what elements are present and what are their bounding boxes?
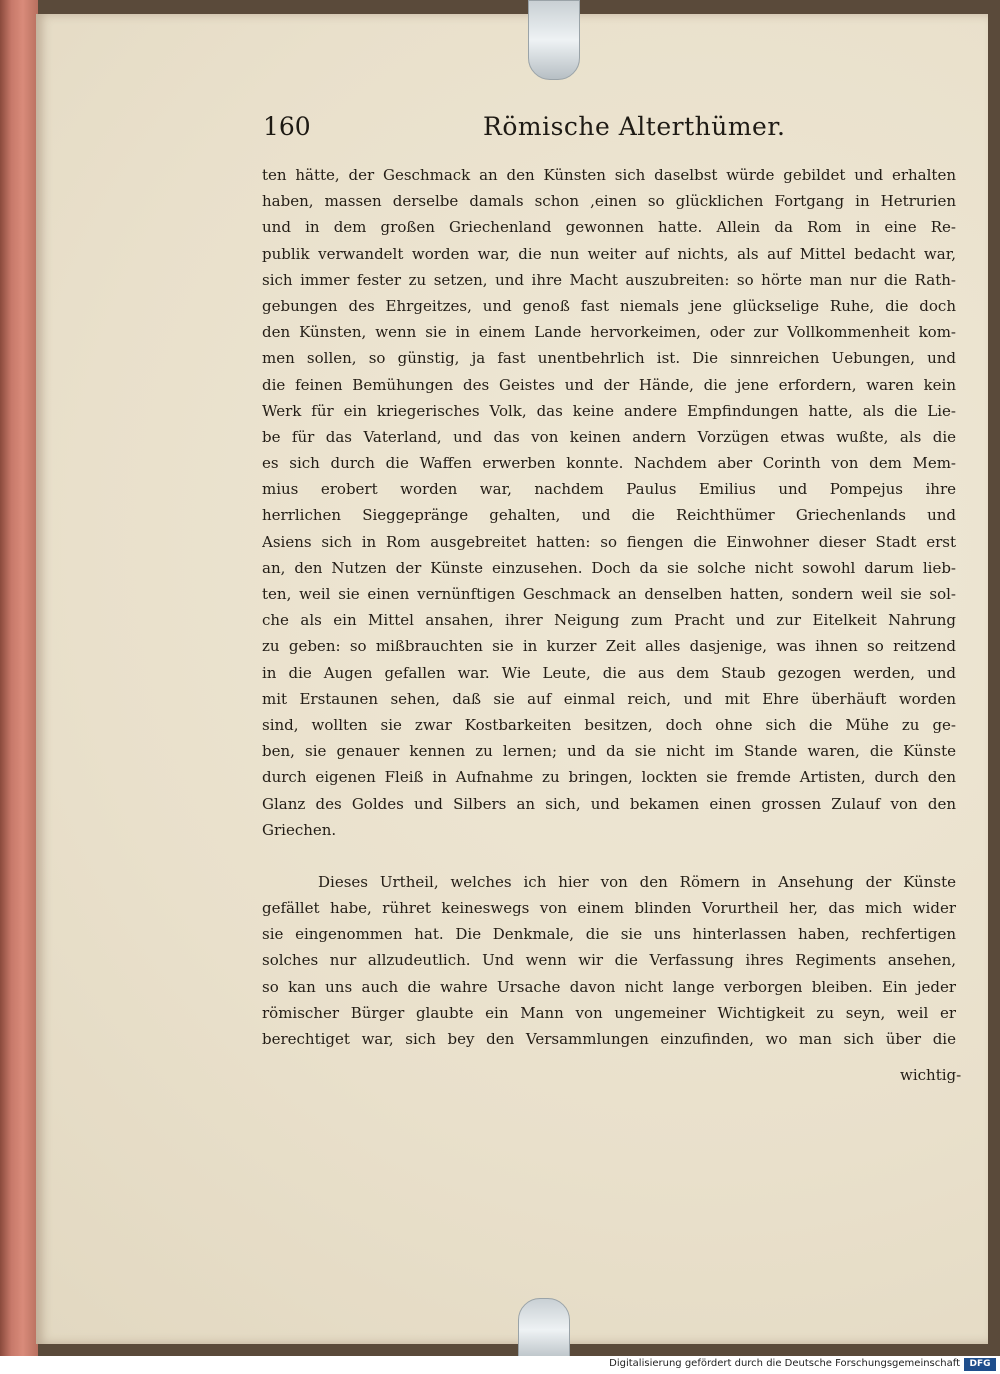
text-line: es sich durch die Waffen erwerben konnte. Nachdem aber Corinth von dem Mem- [262, 454, 956, 473]
text-line: die feinen Bemühungen des Geistes und der Hände, die jene erfordern, waren kein [262, 375, 956, 394]
text-line: ben, sie genauer kennen zu lernen; und da sie nicht im Stande waren, die Künste [262, 742, 956, 761]
text-line: be für das Vaterland, und das von keinen andern Vorzügen etwas wußte, als die [262, 427, 956, 446]
text-line: zu geben: so mißbrauchten sie in kurzer Zeit alles dasjenige, was ihnen so reitzend [262, 637, 956, 656]
text-line: herrlichen Sieggepränge gehalten, und die Reichthümer Griechenlands und [262, 506, 956, 525]
text-line: Dieses Urtheil, welches ich hier von den Römern in Ansehung der Künste [318, 872, 956, 891]
paragraph-gap [262, 843, 956, 869]
text-line: haben, massen derselbe damals schon ,einen so glücklichen Fortgang in Hetrurien [262, 192, 956, 211]
text-line: Glanz des Goldes und Silbers an sich, und bekamen einen grossen Zulauf von den [262, 794, 956, 813]
page-header [263, 112, 953, 152]
text-line: gefället habe, rühret keineswegs von einem blinden Vorurtheil her, das mich wider [262, 899, 956, 918]
text-line: ten hätte, der Geschmack an den Künsten sich daselbst würde gebildet und erhalten [262, 166, 956, 184]
text-line: berechtiget war, sich bey den Versammlungen einzufinden, wo man sich über die [262, 1030, 956, 1048]
page-number: 160 [263, 112, 311, 141]
dfg-logo: DFG [964, 1358, 996, 1371]
text-line: sie eingenommen hat. Die Denkmale, die sie uns hinterlassen haben, rechfertigen [262, 925, 956, 944]
text-line: Griechen. [262, 820, 337, 839]
text-line: durch eigenen Fleiß in Aufnahme zu bringen, lockten sie fremde Artisten, durch den [262, 768, 956, 787]
text-line: men sollen, so günstig, ja fast unentbehrlich ist. Die sinnreichen Uebungen, und [262, 349, 956, 368]
text-line: den Künsten, wenn sie in einem Lande hervorkeimen, oder zur Vollkommenheit kom- [262, 323, 956, 342]
text-line: Werk für ein kriegerisches Volk, das keine andere Empfindungen hatte, als die Lie- [262, 401, 956, 420]
text-line: mit Erstaunen sehen, daß sie auf einmal reich, und mit Ehre überhäuft worden [262, 689, 956, 708]
text-line: Asiens sich in Rom ausgebreitet hatten: so fiengen die Einwohner dieser Stadt erst [262, 532, 956, 551]
catchword: wichtig- [900, 1066, 962, 1084]
book-page-edge [0, 0, 38, 1356]
text-line: römischer Bürger glaubte ein Mann von ungemeiner Wichtigkeit zu seyn, weil er [262, 1003, 956, 1022]
text-line: und in dem großen Griechenland gewonnen hatte. Allein da Rom in eine Re- [262, 218, 956, 237]
page-clip-bottom [518, 1298, 570, 1362]
paragraph-2 [262, 869, 956, 1052]
text-line: publik verwandelt worden war, die nun weiter auf nichts, als auf Mittel bedacht war, [262, 244, 956, 263]
text-line: mius erobert worden war, nachdem Paulus Emilius und Pompejus ihre [262, 480, 956, 499]
text-line: gebungen des Ehrgeitzes, und genoß fast niemals jene glückselige Ruhe, die doch [262, 296, 956, 315]
funding-credit: Digitalisierung gefördert durch die Deutsche Forschungsgemeinschaft [609, 1358, 960, 1369]
paragraph-1 [262, 162, 956, 843]
text-line: sind, wollten sie zwar Kostbarkeiten besitzen, doch ohne sich die Mühe zu ge- [262, 715, 956, 734]
text-line: che als ein Mittel ansahen, ihrer Neigung zum Pracht und zur Eitelkeit Nahrung [262, 611, 956, 630]
text-line: an, den Nutzen der Künste einzusehen. Doch da sie solche nicht sowohl darum lieb- [262, 558, 956, 577]
text-line: in die Augen gefallen war. Wie Leute, die aus dem Staub gezogen werden, und [262, 663, 956, 682]
body-text [262, 162, 956, 1052]
text-line: so kan uns auch die wahre Ursache davon nicht lange verborgen bleiben. Ein jeder [262, 977, 956, 996]
text-line: ten, weil sie einen vernünftigen Geschmack an denselben hatten, sondern weil sie sol- [262, 585, 956, 603]
running-title: Römische Alterthümer. [483, 112, 786, 141]
text-line: solches nur allzudeutlich. Und wenn wir die Verfassung ihres Regiments ansehen, [262, 951, 956, 970]
page-clip-top [528, 0, 580, 80]
text-line: sich immer fester zu setzen, und ihre Macht auszubreiten: so hörte man nur die Rath- [262, 270, 956, 289]
